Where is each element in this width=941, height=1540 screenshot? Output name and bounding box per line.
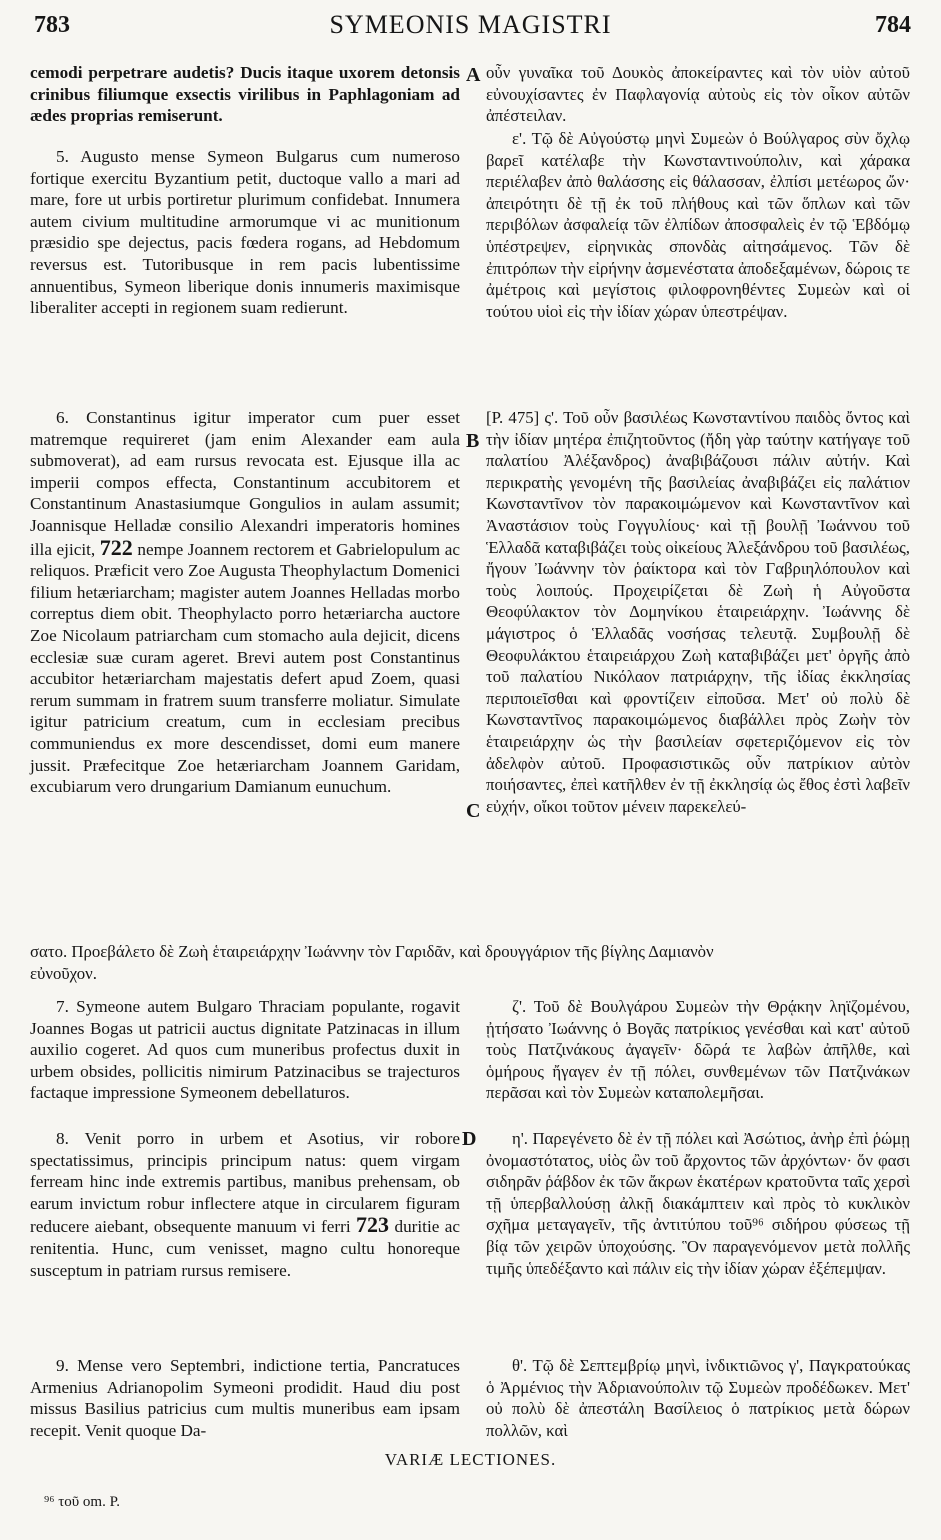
latin-paragraph-6b: nempe Joannem rectorem et Gabrielopulum ac reliquos. Præficit vero Zoe Augusta Theophylactum Domenici filium hetæriarcham; magister autem Joannes Helladas morbo correptus diem obit. Theophylacto porro hetæriarcha auctore Zoe Nicolaum patriarcham cum stomacho aula dejicit, dicens ecclesiæ suæ curam ageret. Brevi autem post Constantinus accubitor hetæriarcham majestatis defert apud Zoem, quasi rerum summam in fratrem suum transferre moliatur. Simulate igitur patricium creatum, cum in ecclesiam precibus communiendus ex more descendisset, domi eum manere jussit. Præfecitque Zoe hetæriarcham Joannem Garidam, excubiarum vero drungarium Damianum eunuchum. (30, 539, 461, 797)
margin-marker-d: D (462, 1128, 477, 1150)
greek-column-section-9 (486, 1355, 910, 1441)
greek-paragraph-7: ζ'. Τοῦ δὲ Βουλγάρου Συμεὼν τὴν Θρᾴκην ληϊζομένου, ᾐτήσατο Ἰωάννης ὁ Βογᾶς πατρίκιος γενέσθαι καὶ κατ' αὐτοῦ τοὺς Πατζινάκους ἀγαγεῖν· δῶρά τε λαβὼν ἀπῆλθε, καὶ ὁμήρους ἤγαγεν ἐν τῇ πόλει, συνθεμένων τῶν Πατζινάκων περᾶσαι καὶ τὸν Συμεὼν καταπολεμῆσαι. (486, 997, 910, 1103)
variae-lectiones-heading: VARIÆ LECTIONES. (384, 1450, 557, 1469)
greek-column (486, 62, 910, 127)
greek-paragraph-1: οὖν γυναῖκα τοῦ Δουκὸς ἀποκείραντες καὶ τὸν υἱὸν αὐτοῦ εὐνουχίσαντες ἐν Παφλαγονίᾳ αὐτοὺς εἰς τὸν οἶκον αὐτῶν ἀπέστειλαν. (486, 63, 910, 126)
latin-paragraph-8b: duritie ac renitentia. Hunc, cum venisset, magno cultu honoreque susceptum in patriam rursus remisere. (30, 1217, 461, 1280)
latin-paragraph-5: 5. Augusto mense Symeon Bulgarus cum numeroso fortique exercitu Byzantium petit, ductoque vallo a mari ad mare, fore ut urbis portiretur plurimum confidebat. Innumera autem civium multitudine armorumque vi ac munitionum præsidio spe dejectus, pacis fœdera rogans, ad Hebdomum reversus est. Tutoribusque in rem pacis lubentissime annuentibus, Symeon liberique donis innumeris maximisque liberaliter accepti in regionem suam redierunt. (30, 147, 460, 318)
running-title: SYMEONIS MAGISTRI (329, 10, 612, 39)
greek-spanning-line-2: εὐνοῦχον. (30, 964, 97, 983)
latin-paragraph-8a: 8. Venit porro in urbem et Asotius, vir robore spectatissimus, principis principum natus: quem virgam ferream hinc inde extremis partibus, manibus prehensam, ob earum invictum robur inflectere atque in circularem figuram reducere aiebant, obsequente manuum vi ferri (30, 1129, 460, 1237)
latin-paragraph-7: 7. Symeone autem Bulgaro Thraciam populante, rogavit Joannes Bogas ut patricii auctus dignitate Patzinacas in illum auxilio cogeret. Ad quos cum muneribus profectus duxit in urbem obsides, pollicitis nimirum Patzinacibus se trajecturos factaque impressione Symeonem debellaturos. (30, 997, 460, 1103)
latin-column (30, 62, 460, 127)
greek-column-section-8 (486, 1128, 910, 1279)
greek-paragraph-6: [P. 475] ς'. Τοῦ οὖν βασιλέως Κωνσταντίνου παιδὸς ὄντος καὶ τὴν ἰδίαν μητέρα ἐπιζητοῦντος (ἤδη γὰρ ταύτην κατήγαγε τοῦ παλατίου Ἀλέξανδρος) ἀναβιβάζουσι πάλιν αὐτήν. Καὶ περικρατὴς γενομένη τῆς βασιλείας ἀναβιβάζει εἰς παλάτιον Κωνσταντῖνον τὸν παρακοιμώμενον καὶ Κωνσταντῖνον καὶ Ἀναστάσιον τοὺς Γογγυλίους· καὶ τῇ βουλῇ Ἰωάννου τοῦ Ἑλλαδᾶ καταβιβάζει τοὺς οἰκείους Ἀλεξάνδρου τοῦ βασιλέως, ἤγουν Ἰωάννην τὸν ῥαίκτορα καὶ τὸν Γαβριηλόπουλον καὶ τοὺς λοιπούς. Προχειρίζεται δὲ Ζωὴ ἡ Αὐγοῦστα Θεοφύλακτον τὸν Δομηνίκου ἑταιρειάρχην. Ἰωάννης δὲ μάγιστρος ὁ Ἑλλαδᾶς νοσήσας τελευτᾷ. Συμβουλῇ δὲ Θεοφυλάκτου ἑταιρειάρχου Ζωὴ καταβιβάζει μετ' ὀργῆς ἀπὸ τοῦ παλατίου Νικόλαον πατριάρχην, τῆς ἰδίας ἐκκλησίας περιποιεῖσθαι καὶ φροντίζειν εἰποῦσα. Μετ' οὐ πολὺ δὲ Κωνσταντῖνος παρακοιμώμενος διαβάλλει πρὸς Ζωὴν τὸν ἑταιρειάρχην ὡς τὴν βασιλείαν σφετεριζόμενον εἰς τὸν ἀδελφὸν αὐτοῦ. Προφασιστικῶς οὖν πατρίκιον αὐτὸν ποιήσαντες, ἐπεὶ κατῆλθεν ἐν τῇ ἐκκλησίᾳ ὡς ἔθος ἐστὶ λαβεῖν εὐχήν, οἴκοι τοῦτον μένειν παρεκελεύ- (486, 408, 910, 816)
margin-marker-b: B (466, 430, 480, 452)
greek-column-section-5 (486, 128, 910, 322)
column-number-723: 723 (356, 1212, 390, 1238)
latin-paragraph-6 (30, 407, 460, 798)
margin-marker-c: C (466, 800, 481, 822)
latin-paragraph-1: cemodi perpetrare audetis? Ducis itaque uxorem detonsis crinibus filiumque exsectis virilibus in Paphlagoniam ad ædes proprias remiserunt. (30, 63, 460, 126)
greek-column-section-7 (486, 996, 910, 1104)
greek-spanning-line: σατο. Προεβάλετο δὲ Ζωὴ ἑταιρειάρχην Ἰωάννην τὸν Γαριδᾶν, καὶ δρουγγάριον τῆς βίγλης Δαμιανὸν (30, 942, 714, 961)
latin-paragraph-9: 9. Mense vero Septembri, indictione tertia, Pancratuces Armenius Adrianopolim Symeoni prodidit. Haud diu post missus Basilius patricius cum multis muneribus eam ipsam recepit. Venit quoque Da- (30, 1356, 460, 1440)
latin-column-section-9 (30, 1355, 460, 1441)
latin-paragraph-6a: 6. Constantinus igitur imperator cum puer esset matremque requireret (jam enim Alexander eam aula submoverat), ad eam rursus revocata est. Ejusque illa ac imperii compos effecta, Constantinum accubitorem et Constantinum Anastasiumque Gongulios in aulam assumit; Joannisque Helladæ consilio Alexandri imperatoris homines illa ejicit, (30, 408, 460, 559)
greek-column-section-6 (486, 407, 910, 817)
margin-marker-a: A (466, 64, 481, 86)
page-header (0, 10, 941, 44)
page-number-left: 783 (34, 12, 70, 38)
greek-paragraph-9: θ'. Τῷ δὲ Σεπτεμβρίῳ μηνὶ, ἰνδικτιῶνος γ', Παγκρατούκας ὁ Ἀρμένιος τὴν Ἀδριανούπολιν τῷ Συμεὼν προδέδωκεν. Μετ' οὐ πολὺ δὲ ἀπεστάλη Βασίλειος ὁ πατρίκιος μετὰ δώρων πολλῶν, καὶ (486, 1356, 910, 1440)
greek-paragraph-8: η'. Παρεγένετο δὲ ἐν τῇ πόλει καὶ Ἀσώτιος, ἀνὴρ ἐπὶ ῥώμῃ ὀνομαστότατος, υἱὸς ὢν τοῦ ἄρχοντος τῶν ἀρχόντων· ὅν φασι σιδηρᾶν ῥάβδον ἐκ τῶν ἄκρων ἑκατέρων κρατοῦντα ταῖς χερσὶ τῇ ὑπερβαλλούσῃ ἀλκῇ διακάμπτειν καὶ πρὸς τὸ κυκλικὸν σχῆμα μεταγαγεῖν, τῆς ἀντιτύπου τοῦ⁹⁶ σιδήρου φύσεως τῇ βίᾳ τῶν χειρῶν ὑποχούσης. Ὃν παραγενόμενον μετὰ πολλῆς τιμῆς ὑπεδέξαντο καὶ πάλιν εἰς τὴν ἰδίαν χώραν ἐξέπεμψαν. (486, 1129, 910, 1278)
latin-column-section-8 (30, 1128, 460, 1281)
latin-column-section-7 (30, 996, 460, 1104)
latin-column-section-5 (30, 146, 460, 319)
footnote: ⁹⁶ τοῦ om. P. (44, 1494, 121, 1510)
greek-paragraph-5: ε'. Τῷ δὲ Αὐγούστῳ μηνὶ Συμεὼν ὁ Βούλγαρος σὺν ὄχλῳ βαρεῖ κατέλαβε τὴν Κωνσταντινούπολιν, καὶ χάρακα περιέλαβεν ἀπὸ θαλάσσης εἰς θάλασσαν, ἐλπίσι μετέωρος ὤν· ἀπειρότητι δὲ τῇ ἐκ τοῦ πλήθους καὶ τῶν ὅπλων καὶ τῶν περιβόλων ἀσφαλείᾳ τῶν ἐλπίδων ἀποσφαλεὶς ἐν τῷ Ἑβδόμῳ ὑπέστρεψεν, εἰρηνικὰς σπονδὰς αἰτησάμενος. Τῶν δὲ ἐπιτρόπων τὴν εἰρήνην ἀσμενέστατα ἀποδεξαμένων, δώροις τε ἀμέτροις καὶ μεγίστοις φιλοφρονηθέντες Συμεὼν καὶ οἱ τούτου υἱοὶ εἰς τὴν ἰδίαν χώραν ὑπεστρέψαν. (486, 129, 910, 321)
page-number-right: 784 (875, 12, 911, 38)
latin-paragraph-8 (30, 1128, 460, 1281)
latin-column-section-6 (30, 407, 460, 798)
column-number-722: 722 (99, 534, 133, 560)
